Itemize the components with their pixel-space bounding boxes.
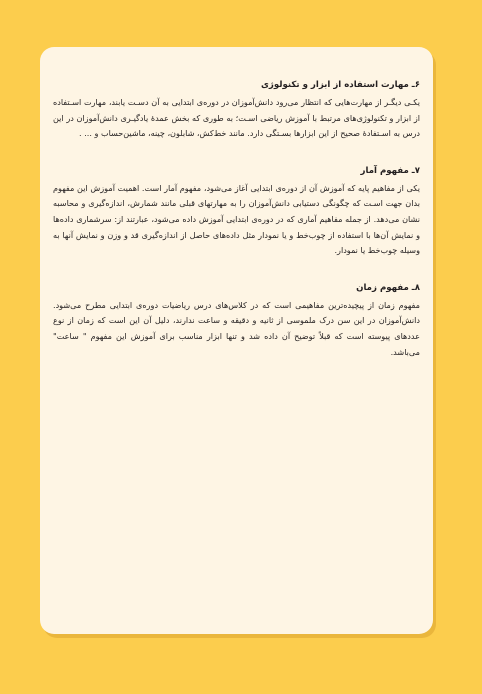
section-heading: ۶ـ مهارت استفاده از ابزار و تکنولوژی xyxy=(261,80,420,90)
content-card xyxy=(40,47,433,634)
section-body: یکـی دیگـر از مهارت‌هایی که انتظار می‌رود دانش‌آموزان در دوره‌ی ابتدایی به آن دسـت یابند، مهارت اسـتفاده از ابزار و تکنولوژی‌های مرتبط با آموزش ریاضی اسـت؛ به طوری که بخش عمدهٔ یادگیـری دانش‌آموزان در این درس به اسـتفادهٔ صحیح از این ابزارها بسـتگی دارد. مانند خط‌کش، شابلون، چینه، ماشین‌حساب و ... . xyxy=(53,97,420,139)
section-body: یکی از مفاهیم پایه که آموزش آن از دوره‌ی ابتدایی آغاز می‌شود، مفهوم آمار است. اهمیت آموزش این مفهوم بدان جهت اسـت که چگونگی دستیابی دانش‌آموزان را به مهارتهای قبلی مانند شمارش، اندازه‌گیری و محاسبه نشان می‌دهد. از جمله مفاهیم آماری که در دوره‌ی ابتدایی آموزش داده می‌شود، عبارتند از: سرشماری داده‌ها و نمایش آن‌ها با استفاده از چوب‌خط و یا نمودار مثل داده‌های حاصل از اندازه‌گیری قد و وزن و نمایش آنها به وسیله چوب‌خط یا نمودار. xyxy=(53,182,420,256)
section-heading: ۸ـ مفهوم زمان xyxy=(356,282,420,293)
section-tools-technology xyxy=(53,78,420,142)
section-statistics xyxy=(53,164,420,259)
section-body: مفهوم زمان از پیچیده‌ترین مفاهیمی است که در کلاس‌های درس ریاضیات دوره‌ی ابتدایی مطرح می‌شود. دانش‌آموزان در این سن درک ملموسی از ثانیه و دقیقه و ساعت ندارند، دلیل آن این است که زمان از نوع عددهای پیوسته است که قبلاً توضیح آن داده شد و تنها ابزار مناسب برای آموزش این مفهوم " ساعت" می‌باشد. xyxy=(53,299,420,357)
section-time xyxy=(53,281,420,360)
section-heading: ۷ـ مفهوم آمار xyxy=(360,165,420,176)
